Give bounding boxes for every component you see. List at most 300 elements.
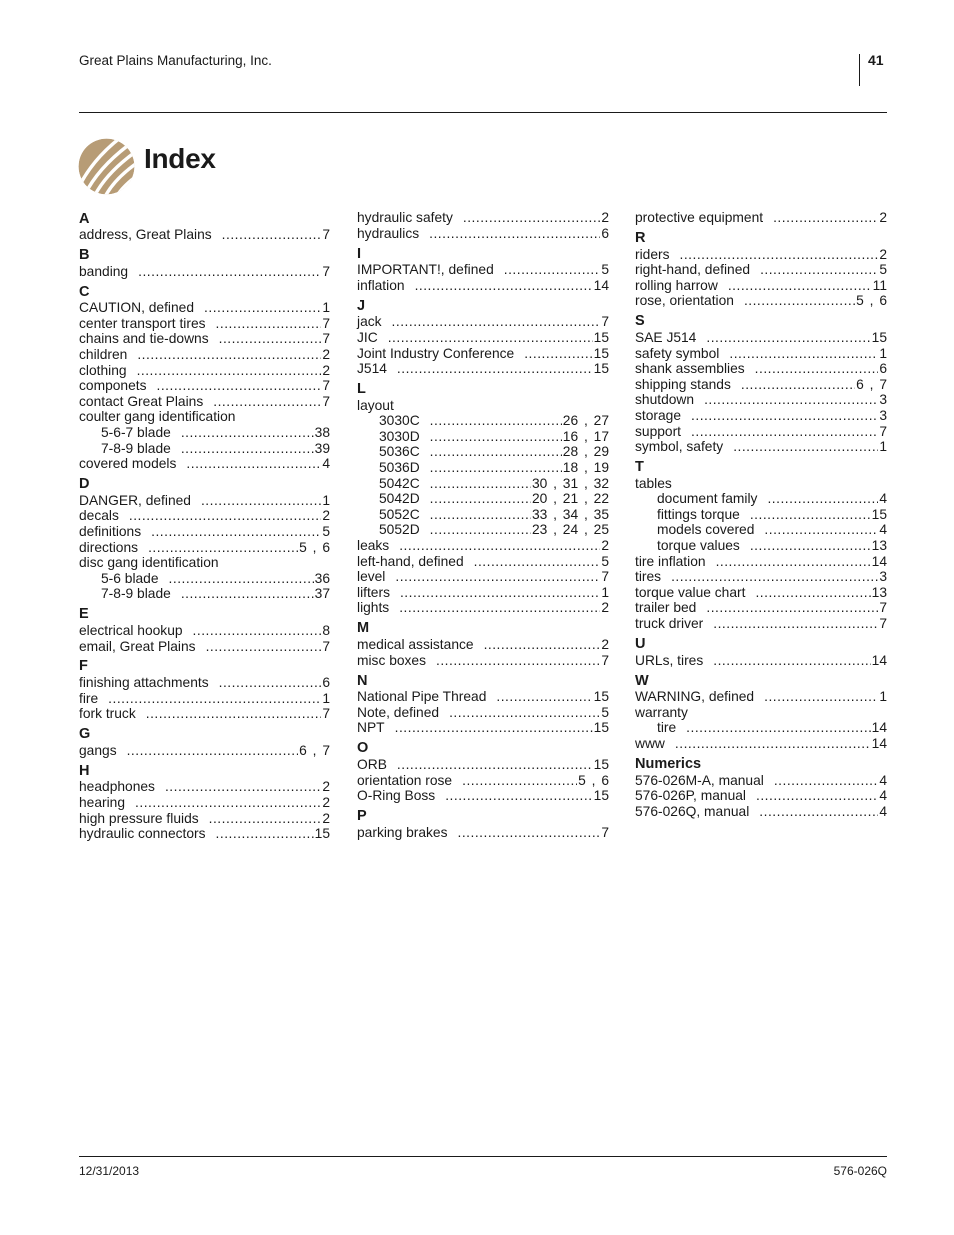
index-section-letter: F [79,658,88,675]
dot-leader [767,491,878,507]
dot-leader [127,743,299,759]
index-section-letter: D [79,476,90,493]
index-page-ref: 15 [314,826,330,842]
index-page-ref: 7 [322,227,330,243]
index-entry [357,262,609,278]
index-page-ref: 7 [601,652,609,668]
index-term: safety symbol [635,345,720,361]
index-entry [635,476,887,492]
index-page-ref: 7 [322,393,330,409]
index-term: 5042D [379,491,420,507]
dot-leader [759,804,878,820]
index-term: high pressure fluids [79,810,199,826]
dot-leader [764,689,878,705]
index-section-letter: I [357,245,362,262]
index-entry [357,825,609,841]
dot-leader [706,330,870,346]
index-term: headphones [79,779,155,795]
dot-leader [204,300,321,316]
dot-leader [716,554,871,570]
index-term: 5042C [379,475,420,491]
dot-leader [186,456,321,472]
index-page-ref: 2 [601,538,609,554]
index-term: orientation rose [357,772,453,788]
index-term: O-Ring Boss [357,788,436,804]
index-entry [635,616,887,632]
index-page-ref: 2 [601,210,609,225]
index-term: trailer bed [635,600,697,616]
index-term: medical assistance [357,637,474,652]
index-subentry [357,522,609,538]
dot-leader [129,508,321,524]
dot-leader [137,363,322,379]
dot-leader [135,795,321,811]
footer-rule [79,1156,887,1157]
dot-leader [744,293,855,309]
index-page-ref: 13 [871,584,887,600]
dot-leader [219,675,322,691]
index-page-ref: 15 [593,689,609,705]
index-term: J514 [357,361,387,377]
dot-leader [415,278,593,294]
index-page-ref: 4 [879,491,887,507]
dot-leader [137,347,321,363]
dot-leader [755,585,870,601]
dot-leader [484,637,601,653]
footer-doc-number: 576-026Q [833,1164,887,1178]
index-term: riders [635,246,670,262]
index-term: CAUTION, defined [79,300,195,316]
index-term: JIC [357,329,378,345]
index-page-ref: 3 [879,392,887,408]
index-section-letter: R [635,229,646,246]
index-page-ref: 1 [879,439,887,455]
dot-leader [760,262,878,278]
index-subentry [357,476,609,492]
index-page-ref: 4 [879,772,887,788]
index-entry [357,569,609,585]
index-subentry [357,413,609,429]
index-section-letter: B [79,247,90,264]
index-term: 576-026M-A, manual [635,772,764,788]
dot-leader [399,600,600,616]
index-page-ref: 5 [601,262,609,278]
index-section-letter: W [635,672,649,689]
dot-leader [430,491,531,507]
dot-leader [729,346,878,362]
index-entry [635,804,887,820]
dot-leader [458,825,601,841]
index-term: tires [635,569,662,585]
index-page-ref: 4 [879,803,887,819]
index-page-ref: 5 [322,523,330,539]
index-term: protective equipment [635,210,764,225]
index-entry [79,331,330,347]
page-number: 41 [868,52,884,68]
index-term: definitions [79,523,142,539]
dot-leader [430,429,562,445]
index-term: symbol, safety [635,439,724,455]
index-entry [79,378,330,394]
index-entry [79,826,330,842]
dot-leader [146,706,322,722]
index-subentry [357,460,609,476]
index-entry [79,623,330,639]
index-entry [635,600,887,616]
index-term: 576-026Q, manual [635,803,750,819]
index-entry [357,554,609,570]
index-page-ref: 2 [879,210,887,225]
index-page-ref: 15 [593,361,609,377]
index-entry [357,210,609,226]
index-page-ref: 7 [322,378,330,394]
index-page-ref: 14 [871,652,887,668]
dot-leader [706,600,878,616]
index-section-letter: A [79,210,90,227]
index-page-ref: 7 [879,423,887,439]
index-term: torque value chart [635,584,746,600]
index-section-letter: T [635,459,644,476]
index-entry [357,361,609,377]
index-term: IMPORTANT!, defined [357,262,494,278]
index-term: componets [79,378,147,394]
dot-leader [430,413,562,429]
index-entry [635,424,887,440]
index-page-ref: 7 [322,331,330,347]
index-section-letter: J [357,297,366,314]
index-subentry [79,586,330,602]
index-page-ref: 7 [879,600,887,616]
dot-leader [165,779,321,795]
index-entry [79,779,330,795]
index-term: misc boxes [357,652,427,668]
index-entry [357,538,609,554]
index-entry [357,346,609,362]
index-entry [79,456,330,472]
index-entry [79,691,330,707]
dot-leader [138,264,321,280]
index-entry [357,398,609,414]
index-page-ref: 7 [322,638,330,654]
index-section-letter: U [635,636,646,652]
index-term: fork truck [79,706,136,722]
index-column-1 [79,210,330,842]
dot-leader [388,330,593,346]
index-page-ref: 14 [871,553,887,569]
index-page-ref: 38 [314,425,330,440]
dot-leader [756,788,878,804]
index-term: URLs, tires [635,652,704,668]
index-term: inflation [357,277,405,293]
dot-leader [400,585,600,601]
index-page-ref: 15 [871,506,887,522]
index-entry [635,278,887,294]
index-page-ref: 3 [879,407,887,423]
index-page-ref: 33 , 34 , 35 [531,506,609,522]
index-term: rolling harrow [635,277,718,293]
index-term: 5-6-7 blade [101,425,171,440]
index-term: fire [79,690,99,706]
index-entry [79,540,330,556]
dot-leader [157,378,322,394]
index-entry [635,773,887,789]
dot-leader [193,623,322,639]
index-entry [79,743,330,759]
index-entry [79,394,330,410]
index-entry [635,569,887,585]
index-term: 576-026P, manual [635,788,746,804]
index-page-ref: 4 [879,788,887,804]
dot-leader [395,720,593,736]
dot-leader [764,522,878,538]
index-page-ref: 14 [871,735,887,751]
index-term: gangs [79,742,117,758]
dot-leader [392,314,601,330]
index-term: shutdown [635,392,695,408]
index-entry [635,262,887,278]
index-entry [635,361,887,377]
dot-leader [151,524,321,540]
index-page-ref: 2 [879,246,887,262]
index-term: NPT [357,720,385,736]
header-divider [859,54,860,86]
index-page-ref: 7 [322,315,330,331]
index-term: support [635,423,682,439]
dot-leader [462,773,577,789]
index-page-ref: 3 [879,569,887,585]
index-term: truck driver [635,616,704,632]
index-term: decals [79,508,119,524]
index-entry [357,757,609,773]
index-term: directions [79,539,139,555]
dot-leader [436,653,600,669]
index-page-ref: 6 [601,225,609,241]
dot-leader [430,460,562,476]
index-page-ref: 20 , 21 , 22 [531,491,609,507]
index-term: 5036D [379,460,420,476]
index-page-ref: 6 [322,675,330,691]
index-entry [357,585,609,601]
index-term: 5036C [379,444,420,460]
index-page-ref: 2 [322,362,330,378]
index-term: left-hand, defined [357,553,464,569]
index-page-ref: 1 [322,690,330,706]
dot-leader [496,689,592,705]
index-page-ref: 5 [601,553,609,569]
index-term: 5-6 blade [101,570,159,586]
index-entry [635,293,887,309]
index-term: torque values [657,538,740,554]
index-entry [357,314,609,330]
index-entry [357,705,609,721]
index-subentry [635,507,887,523]
index-page-ref: 14 [593,277,609,293]
index-entry [635,377,887,393]
index-subentry [357,491,609,507]
index-page-ref: 1 [879,345,887,361]
footer-date: 12/31/2013 [79,1164,140,1178]
index-entry [635,736,887,752]
index-term: layout [357,397,394,413]
index-term: hydraulic safety [357,210,453,225]
dot-leader [397,361,593,377]
index-entry [635,705,887,721]
index-term: Joint Industry Conference [357,345,515,361]
index-section-letter: S [635,313,645,330]
dot-leader [474,554,601,570]
index-term: National Pipe Thread [357,689,487,705]
index-term: level [357,569,386,585]
index-subentry [79,571,330,587]
index-page-ref: 4 [322,456,330,472]
dot-leader [209,811,322,827]
index-term: leaks [357,538,390,554]
index-term: 7-8-9 blade [101,586,171,602]
dot-leader [399,538,600,554]
index-subentry [357,429,609,445]
dot-leader [169,571,314,587]
index-entry [357,600,609,616]
index-page-ref: 2 [322,810,330,826]
dot-leader [181,586,314,602]
index-entry [357,773,609,789]
index-term: rose, orientation [635,293,734,309]
index-term: hydraulics [357,225,420,241]
index-term: lifters [357,584,390,600]
dot-leader [181,441,314,457]
index-page-ref: 2 [322,347,330,363]
index-section-letter: M [357,620,370,637]
dot-leader [728,278,872,294]
dot-leader [741,377,855,393]
index-term: 3030D [379,428,420,444]
index-entry [79,811,330,827]
index-term: document family [657,491,758,507]
index-page-ref: 2 [322,508,330,524]
index-column-2 [357,210,609,840]
index-term: 5052C [379,506,420,522]
dot-leader [148,540,298,556]
index-section-letter: H [79,762,90,779]
page-title: Index [144,143,216,174]
index-entry [357,278,609,294]
index-page-ref: 26 , 27 [562,413,609,429]
index-term: chains and tie-downs [79,331,209,347]
index-entry [79,363,330,379]
dot-leader [750,507,871,523]
index-term: fittings torque [657,506,740,522]
dot-leader [395,569,600,585]
dot-leader [713,653,870,669]
index-section-letter: E [79,606,89,623]
index-subentry [635,538,887,554]
index-subentry [635,522,887,538]
index-entry [357,226,609,242]
index-entry [79,795,330,811]
dot-leader [686,720,870,736]
dot-leader [219,331,322,347]
index-page-ref: 4 [879,522,887,538]
index-column-3 [635,210,887,819]
index-entry [635,210,887,226]
dot-leader [773,210,878,226]
index-entry [79,227,330,243]
index-section-letter: C [79,283,90,300]
index-entry [357,689,609,705]
index-page-ref: 5 , 6 [856,293,887,309]
index-term: tire inflation [635,553,706,569]
index-term: parking brakes [357,824,448,840]
index-page-ref: 1 [322,492,330,508]
index-page-ref: 15 [593,329,609,345]
index-page-ref: 5 [601,704,609,720]
great-plains-logo-icon [78,138,135,195]
dot-leader [181,425,314,441]
index-entry [635,330,887,346]
dot-leader [108,691,321,707]
index-term: right-hand, defined [635,262,751,278]
dot-leader [429,226,600,242]
index-term: center transport tires [79,315,206,331]
index-page-ref: 7 [322,263,330,279]
index-section-letter: Numerics [635,755,702,772]
dot-leader [680,247,879,263]
index-page-ref: 36 [314,570,330,586]
index-term: 3030C [379,413,420,429]
index-term: WARNING, defined [635,689,755,705]
dot-leader [524,346,592,362]
dot-leader [691,424,878,440]
index-page-ref: 18 , 19 [562,460,609,476]
index-page-ref: 1 [601,584,609,600]
index-entry [79,555,330,571]
index-entry [635,653,887,669]
index-page-ref: 8 [322,622,330,638]
index-term: jack [357,314,382,330]
index-term: lights [357,600,390,616]
index-section-letter: L [357,381,366,398]
index-page-ref: 1 [322,300,330,316]
index-page-ref: 15 [593,788,609,804]
index-page-ref: 15 [593,720,609,736]
index-term: tire [657,720,677,736]
index-page-ref: 2 [601,637,609,652]
index-page-ref: 2 [322,795,330,811]
index-term: storage [635,407,682,423]
dot-leader [430,522,531,538]
index-term: 5052D [379,522,420,538]
index-entry [357,637,609,653]
index-entry [79,508,330,524]
index-entry [79,524,330,540]
index-term: hydraulic connectors [79,826,206,842]
index-page-ref: 6 [879,361,887,377]
dot-leader [675,736,871,752]
index-entry [635,554,887,570]
index-subentry [357,444,609,460]
index-subentry [79,441,330,457]
index-page-ref: 7 [601,569,609,585]
index-page-ref: 2 [601,600,609,616]
index-term: 7-8-9 blade [101,440,171,456]
index-page-ref: 28 , 29 [562,444,609,460]
index-term: warranty [635,704,688,720]
index-page-ref: 1 [879,689,887,705]
index-term: address, Great Plains [79,227,212,243]
index-section-letter: P [357,808,367,825]
dot-leader [713,616,878,632]
index-page-ref: 15 [593,756,609,772]
